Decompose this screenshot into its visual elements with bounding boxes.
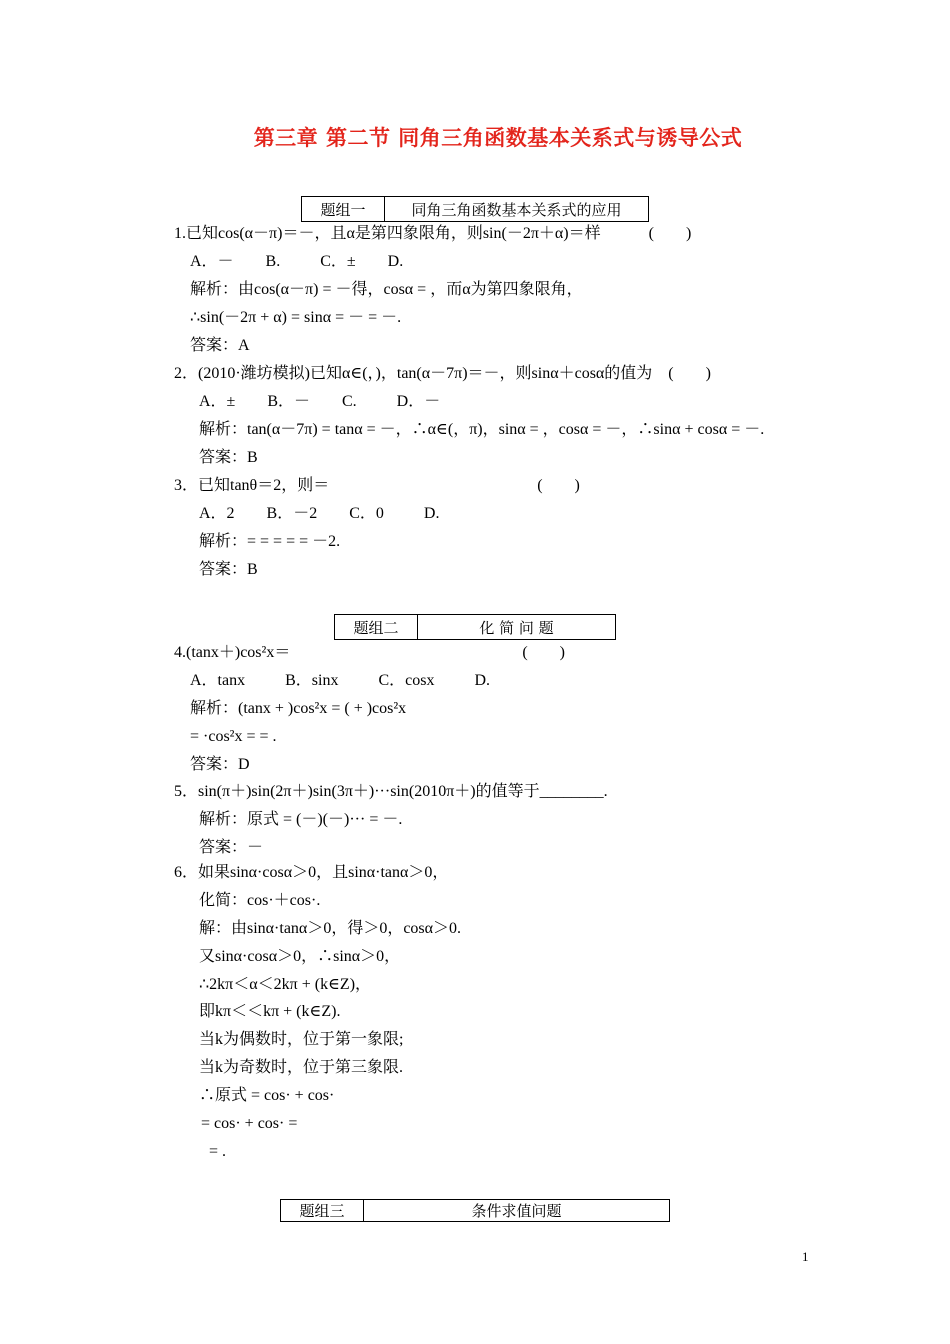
solution-text: 解：由sinα·tanα＞0，得＞0，cosα＞0. — [199, 920, 462, 937]
answer-text: 答案：－ — [199, 839, 264, 856]
question-4: 4.(tanx＋)cos²x＝ ( ) — [174, 644, 565, 661]
topic-group-3 — [280, 1199, 670, 1222]
topic-group-1 — [301, 196, 649, 222]
answer-text: 答案：B — [199, 561, 258, 578]
solution-text: 解析：(tanx + )cos²x = ( + )cos²x — [190, 700, 407, 717]
page-title: 第三章 第二节 同角三角函数基本关系式与诱导公式 — [253, 126, 743, 150]
answer-text: 答案：A — [190, 337, 250, 354]
group-label: 题组三 — [281, 1200, 364, 1221]
question-6: 6．如果sinα·cosα＞0，且sinα·tanα＞0， — [174, 864, 449, 881]
answer-options: A．2 B．－2 C．0 D. — [199, 505, 440, 522]
solution-text: 又sinα·cosα＞0，∴sinα＞0， — [199, 948, 401, 965]
answer-text: 答案：D — [190, 756, 250, 773]
solution-text: 解析：= = = = = －2. — [199, 533, 341, 550]
solution-text: 当k为奇数时，位于第三象限. — [199, 1059, 404, 1076]
solution-text: ∴原式 = cos· + cos· — [199, 1087, 335, 1104]
group-topic: 化 简 问 题 — [479, 618, 554, 637]
answer-options: A．± B．－ C. D．－ — [199, 393, 441, 410]
solution-text: = . — [209, 1143, 227, 1160]
group-topic: 同角三角函数基本关系式的应用 — [411, 200, 622, 219]
group-label: 题组二 — [335, 615, 418, 639]
solution-text: 当k为偶数时，位于第一象限; — [199, 1031, 404, 1048]
group-topic: 条件求值问题 — [471, 1202, 562, 1220]
question-2: 2．(2010·潍坊模拟)已知α∈(，)，tan(α－7π)＝－，则sinα＋cosα的值为 ( ) — [174, 365, 711, 382]
solution-text: 即kπ＜＜kπ + (k∈Z). — [199, 1003, 341, 1020]
solution-text: ∴sin(－2π + α) = sinα = － = －. — [190, 309, 402, 326]
solution-text: = cos· + cos· = — [201, 1115, 298, 1132]
question-text: 化简：cos·＋cos·. — [199, 892, 321, 909]
solution-text: 解析：tan(α－7π) = tanα = －，∴α∈(，π)，sinα = ，cosα = －，∴sinα + cosα = －. — [199, 421, 765, 438]
answer-options: A．tanx B．sinx C．cosx D. — [190, 672, 491, 689]
solution-text: 解析：原式 = (－)(－)··· = －. — [199, 811, 403, 828]
answer-options: A．－ B. C．± D. — [190, 253, 404, 270]
solution-text: = ·cos²x = = . — [190, 728, 277, 745]
solution-text: 解析：由cos(α－π) = －得，cosα = ，而α为第四象限角， — [190, 281, 583, 298]
page-number: 1 — [802, 1249, 809, 1264]
group-label: 题组一 — [302, 197, 385, 221]
question-1: 1.已知cos(α－π)＝－，且α是第四象限角，则sin(－2π＋α)＝样 ( ) — [174, 225, 692, 242]
solution-text: ∴2kπ＜α＜2kπ + (k∈Z)， — [199, 976, 372, 993]
question-3: 3．已知tanθ＝2，则＝ ( ) — [174, 477, 580, 494]
answer-text: 答案：B — [199, 449, 258, 466]
topic-group-2 — [334, 614, 616, 640]
question-5: 5．sin(π＋)sin(2π＋)sin(3π＋)···sin(2010π＋)的值等于________. — [174, 783, 608, 800]
